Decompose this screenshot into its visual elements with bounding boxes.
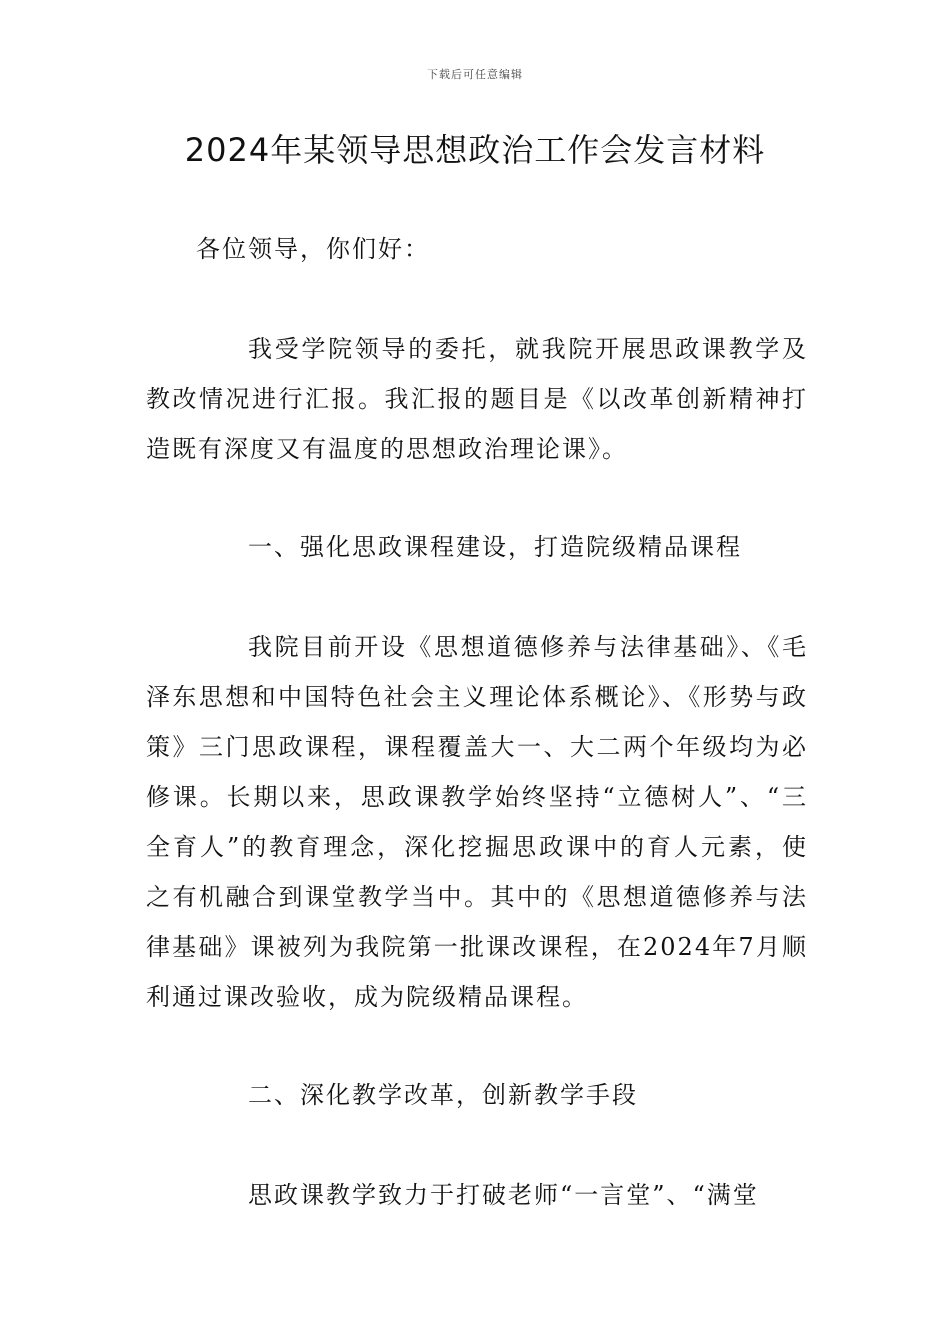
section-2-paragraph: 思政课教学致力于打破老师“一言堂”、“满堂 <box>248 1181 759 1209</box>
section-heading-1: 一、强化思政课程建设，打造院级精品课程 <box>248 533 742 561</box>
section-heading-2: 二、深化教学改革，创新教学手段 <box>248 1081 638 1109</box>
document-title: 2024年某领导思想政治工作会发言材料 <box>184 131 766 169</box>
intro-paragraph: 我受学院领导的委托，就我院开展思政课教学及教改情况进行汇报。我汇报的题目是《以改革创新精神打造既有深度又有温度的思想政治理论课》。 <box>146 335 808 463</box>
greeting: 各位领导，你们好： <box>196 235 430 263</box>
header-note: 下载后可任意编辑 <box>427 68 523 81</box>
section-1-paragraph: 我院目前开设《思想道德修养与法律基础》、《毛泽东思想和中国特色社会主义理论体系概论》、《形势与政策》三门思政课程，课程覆盖大一、大二两个年级均为必修课。长期以来，思政课教学始终坚持“立德树人”、“三全育人”的教育理念，深化挖掘思政课中的育人元素，使之有机融合到课堂教学当中。其中的《思想道德修养与法律基础》课被列为我院第一批课改课程，在2024年7月顺利通过课改验收，成为院级精品课程。 <box>146 633 808 1011</box>
